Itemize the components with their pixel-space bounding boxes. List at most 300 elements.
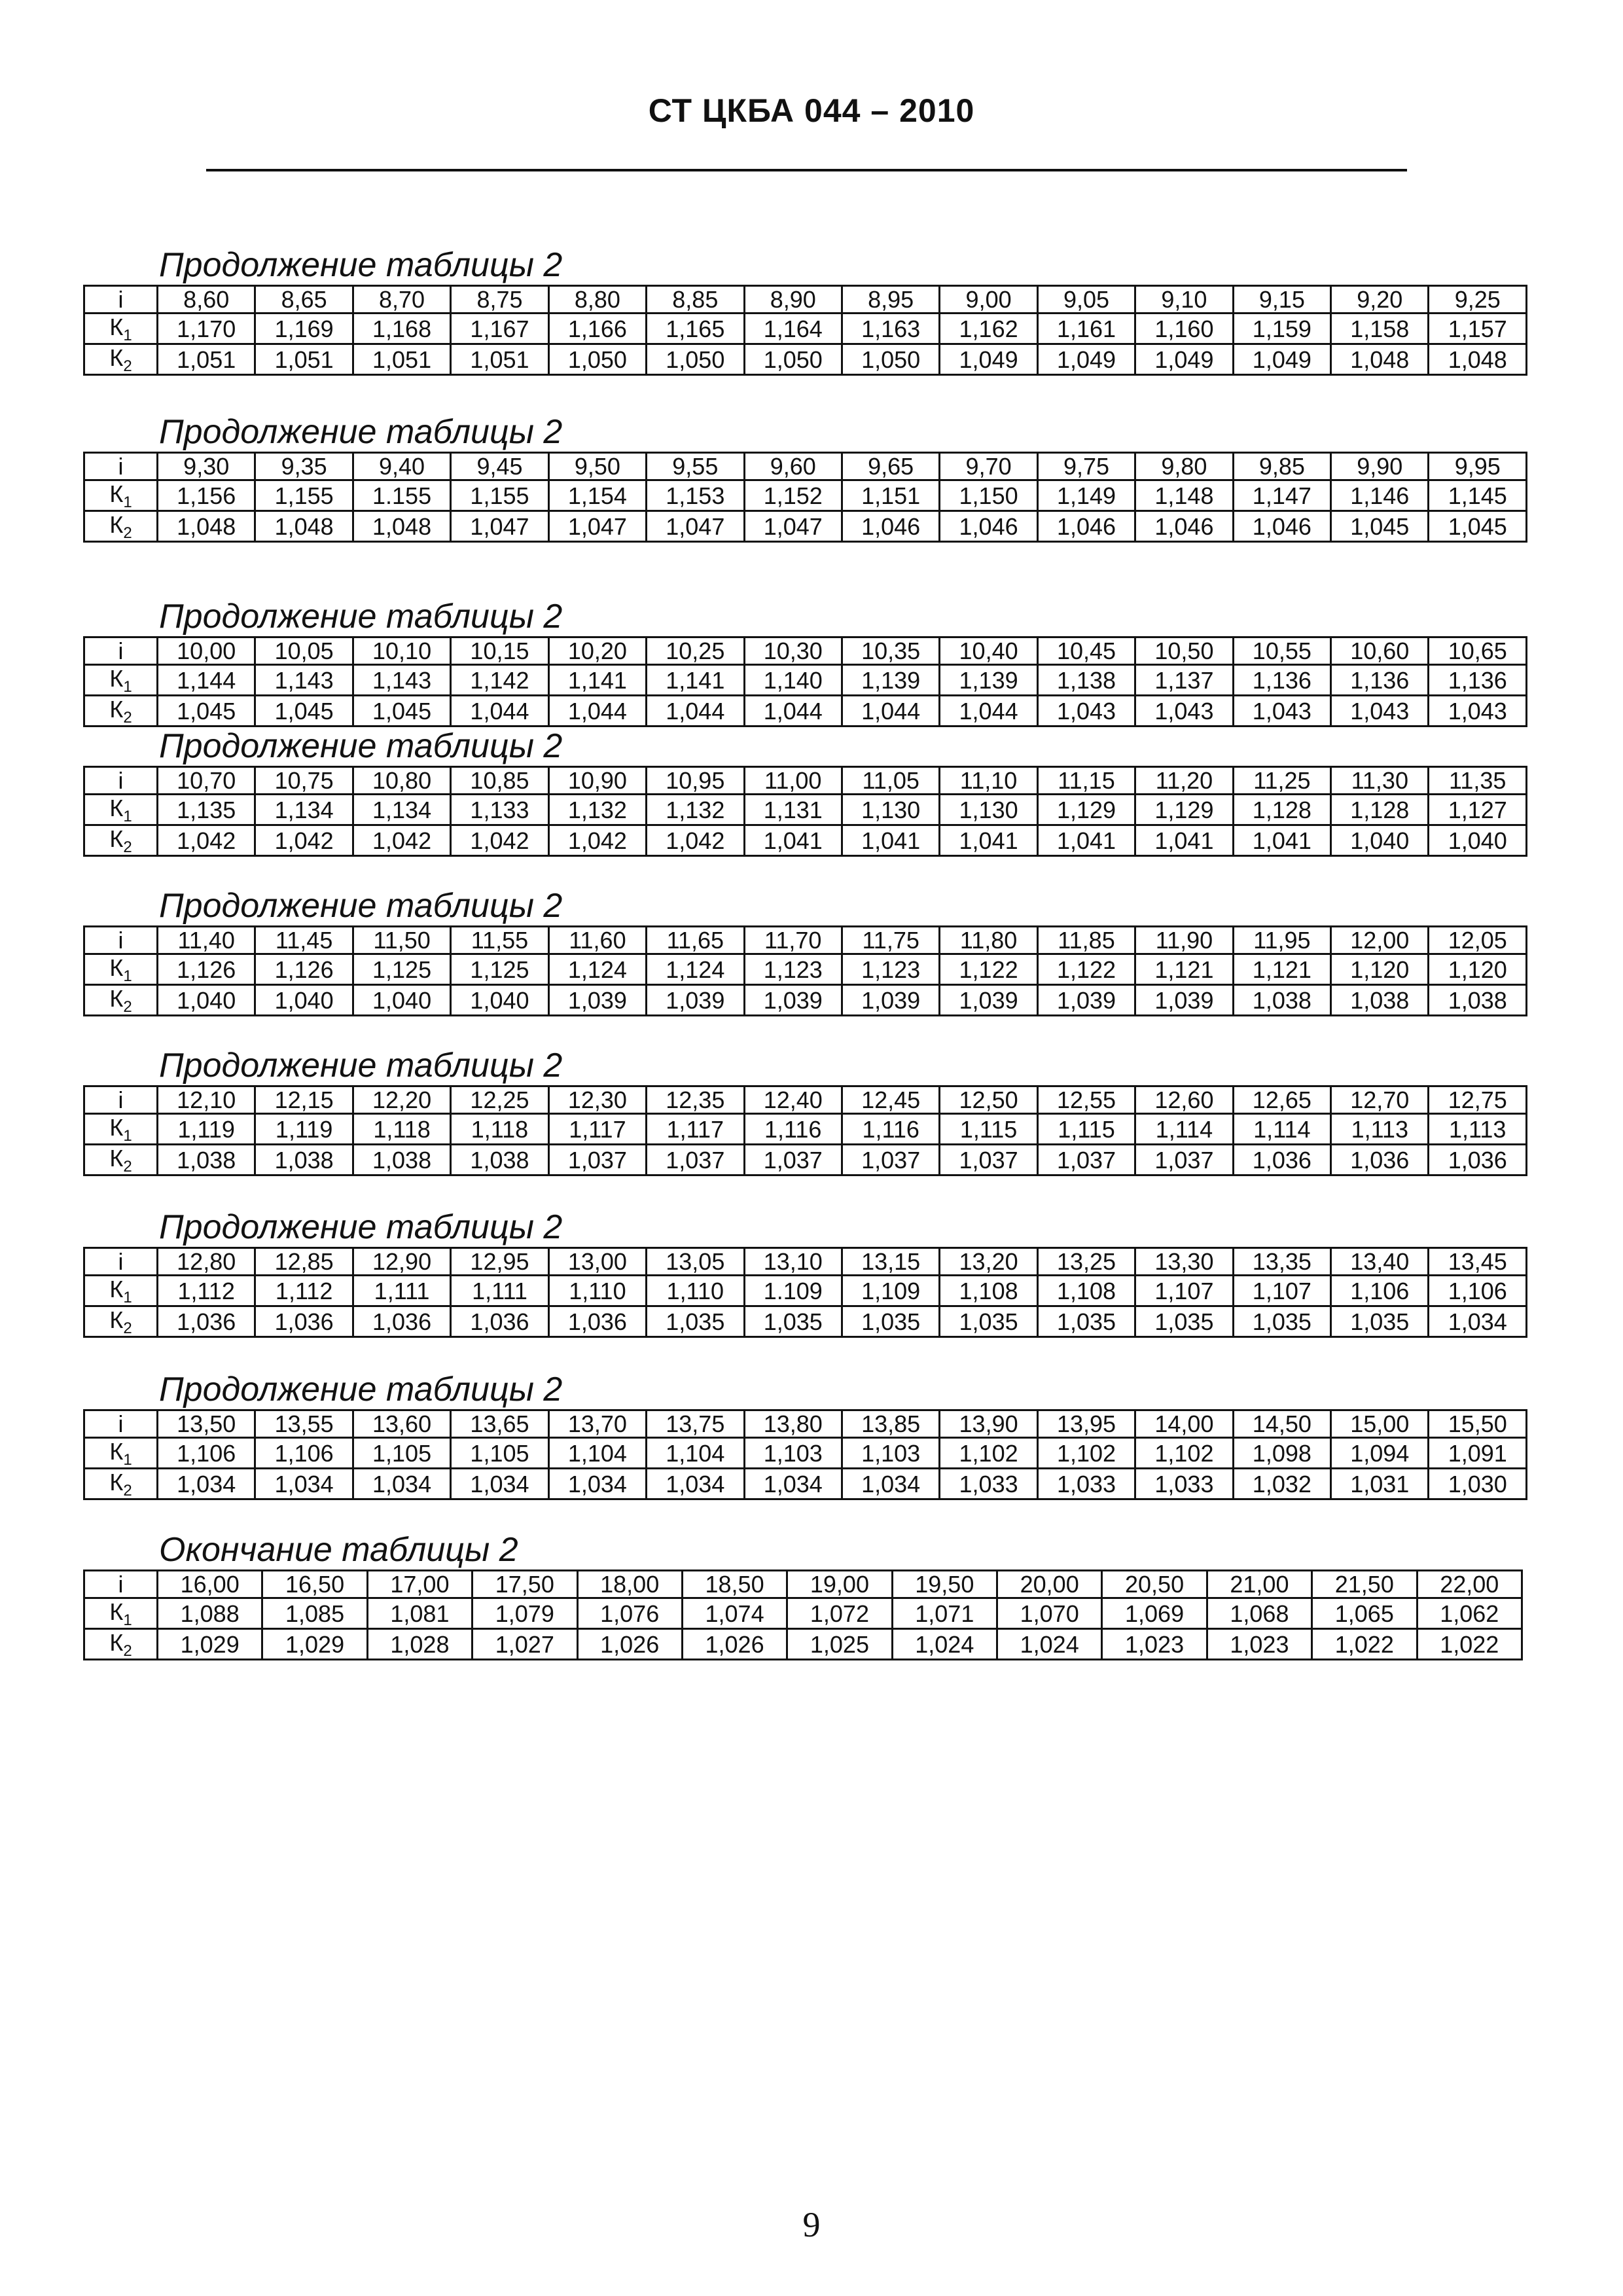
row-label <box>84 1438 158 1469</box>
row-label-subscript: 2 <box>123 357 132 375</box>
row-label <box>84 1145 158 1175</box>
table-cell: 1,037 <box>744 1145 842 1175</box>
table-cell: 1,145 <box>1429 480 1527 511</box>
table-cell: 8,75 <box>451 286 548 314</box>
table-cell: 1,034 <box>353 1469 450 1499</box>
table-cell: 11,40 <box>158 927 255 954</box>
table-cell: 1,163 <box>842 314 939 344</box>
table-cell: 1,157 <box>1429 314 1527 344</box>
table-cell: 10,10 <box>353 637 450 665</box>
table-cell: 1,025 <box>787 1629 892 1660</box>
table-cell: 9,55 <box>647 453 744 480</box>
table-cell: 13,10 <box>744 1248 842 1276</box>
table-cell: 1,043 <box>1135 696 1233 726</box>
table-cell: 1,122 <box>1037 954 1135 985</box>
table-cell: 1,113 <box>1331 1114 1429 1145</box>
row-label: i <box>84 453 158 480</box>
row-label-subscript: 1 <box>123 1289 132 1306</box>
row-label-subscript: 1 <box>123 808 132 825</box>
table-cell: 20,50 <box>1102 1571 1207 1598</box>
table-cell: 9,40 <box>353 453 450 480</box>
table-cell: 9,10 <box>1135 286 1233 314</box>
table-cell: 1,105 <box>353 1438 450 1469</box>
table-cell: 1,170 <box>158 314 255 344</box>
table-cell: 10,15 <box>451 637 548 665</box>
table-cell: 1,116 <box>842 1114 939 1145</box>
table-cell: 1,104 <box>647 1438 744 1469</box>
table-cell: 17,00 <box>367 1571 472 1598</box>
table-cell: 8,70 <box>353 286 450 314</box>
row-label: i <box>84 1571 158 1598</box>
table-cell: 1,046 <box>940 511 1037 542</box>
table-cell: 1,094 <box>1331 1438 1429 1469</box>
table-cell: 1,115 <box>1037 1114 1135 1145</box>
table-cell: 12,60 <box>1135 1086 1233 1114</box>
table-cell: 1,036 <box>451 1306 548 1337</box>
table-cell: 1,143 <box>255 665 353 696</box>
table-cell: 1,165 <box>647 314 744 344</box>
table-cell: 1,120 <box>1429 954 1527 985</box>
table-cell: 15,50 <box>1429 1410 1527 1438</box>
table-cell: 12,05 <box>1429 927 1527 954</box>
table-cell: 1,035 <box>1233 1306 1330 1337</box>
table-cell: 10,00 <box>158 637 255 665</box>
table-cell: 16,00 <box>158 1571 262 1598</box>
table-row <box>84 1438 1527 1469</box>
table-cell: 1,091 <box>1429 1438 1527 1469</box>
table-cell: 13,50 <box>158 1410 255 1438</box>
table-cell: 1,039 <box>842 985 939 1016</box>
table-cell: 1,038 <box>255 1145 353 1175</box>
table-cell: 10,55 <box>1233 637 1330 665</box>
table-cell: 1,037 <box>647 1145 744 1175</box>
table-cell: 1,106 <box>255 1438 353 1469</box>
row-label-base: К <box>109 344 124 371</box>
table-cell: 1,045 <box>158 696 255 726</box>
table-cell: 1,034 <box>647 1469 744 1499</box>
table-cell: 1,146 <box>1331 480 1429 511</box>
table-cell: 11,20 <box>1135 767 1233 795</box>
table-cell: 1,107 <box>1135 1276 1233 1306</box>
table-cell: 1,167 <box>451 314 548 344</box>
table-cell: 9,30 <box>158 453 255 480</box>
table-cell: 1,108 <box>1037 1276 1135 1306</box>
table-cell: 1,034 <box>158 1469 255 1499</box>
table-cell: 1,040 <box>1429 825 1527 856</box>
table-cell: 21,00 <box>1207 1571 1311 1598</box>
table-cell: 17,50 <box>473 1571 577 1598</box>
table-cell: 1,117 <box>647 1114 744 1145</box>
table-cell: 1,144 <box>158 665 255 696</box>
table-cell: 1,035 <box>842 1306 939 1337</box>
table-cell: 1,121 <box>1135 954 1233 985</box>
table-cell: 1,125 <box>451 954 548 985</box>
table-cell: 1,040 <box>255 985 353 1016</box>
table-cell: 10,80 <box>353 767 450 795</box>
coefficient-table <box>83 1085 1527 1176</box>
table-row <box>84 314 1527 344</box>
table-cell: 1,046 <box>1135 511 1233 542</box>
row-label-subscript: 2 <box>123 998 132 1016</box>
table-cell: 1,037 <box>940 1145 1037 1175</box>
table-cell: 12,10 <box>158 1086 255 1114</box>
table-cell: 10,30 <box>744 637 842 665</box>
table-cell: 1,153 <box>647 480 744 511</box>
table-cell: 1,042 <box>353 825 450 856</box>
table-cell: 1,033 <box>940 1469 1037 1499</box>
table-cell: 1,034 <box>548 1469 646 1499</box>
table-cell: 1,136 <box>1233 665 1330 696</box>
table-cell: 1,043 <box>1331 696 1429 726</box>
table-row <box>84 453 1527 480</box>
table-cell: 12,90 <box>353 1248 450 1276</box>
table-cell: 1,152 <box>744 480 842 511</box>
coefficient-table <box>83 766 1527 857</box>
table-cell: 1,036 <box>1233 1145 1330 1175</box>
row-label-subscript: 1 <box>123 493 132 511</box>
row-label-base: К <box>109 1598 124 1625</box>
table-cell: 11,85 <box>1037 927 1135 954</box>
table-cell: 1,049 <box>1233 344 1330 375</box>
table-cell: 1,142 <box>451 665 548 696</box>
table-cell: 1,037 <box>1037 1145 1135 1175</box>
table-cell: 1,041 <box>1233 825 1330 856</box>
table-cell: 1,041 <box>842 825 939 856</box>
table-cell: 1,032 <box>1233 1469 1330 1499</box>
table-caption: Продолжение таблицы 2 <box>159 246 563 284</box>
table-cell: 1,134 <box>353 795 450 825</box>
row-label <box>84 344 158 375</box>
table-cell: 12,70 <box>1331 1086 1429 1114</box>
row-label <box>84 1469 158 1499</box>
table-cell: 11,30 <box>1331 767 1429 795</box>
table-cell: 1,141 <box>548 665 646 696</box>
row-label: i <box>84 1086 158 1114</box>
table-row <box>84 1086 1527 1114</box>
header-rule <box>206 169 1407 171</box>
table-cell: 1,048 <box>1429 344 1527 375</box>
row-label <box>84 1598 158 1629</box>
table-cell: 9,50 <box>548 453 646 480</box>
table-cell: 1,124 <box>647 954 744 985</box>
row-label: i <box>84 927 158 954</box>
table-cell: 1,121 <box>1233 954 1330 985</box>
coefficient-table <box>83 285 1527 376</box>
table-cell: 12,50 <box>940 1086 1037 1114</box>
table-cell: 1,038 <box>1429 985 1527 1016</box>
table-cell: 1,042 <box>647 825 744 856</box>
table-cell: 1,076 <box>577 1598 682 1629</box>
row-label-subscript: 1 <box>123 1611 132 1629</box>
coefficient-table <box>83 636 1527 727</box>
table-cell: 10,20 <box>548 637 646 665</box>
row-label <box>84 1114 158 1145</box>
table-cell: 8,90 <box>744 286 842 314</box>
table-cell: 1,072 <box>787 1598 892 1629</box>
table-cell: 1,044 <box>744 696 842 726</box>
table-cell: 8,85 <box>647 286 744 314</box>
table-cell: 1,065 <box>1312 1598 1417 1629</box>
table-cell: 1,141 <box>647 665 744 696</box>
table-cell: 1,023 <box>1102 1629 1207 1660</box>
table-cell: 1,128 <box>1331 795 1429 825</box>
row-label-subscript: 2 <box>123 1642 132 1660</box>
table-cell: 1,135 <box>158 795 255 825</box>
table-cell: 10,40 <box>940 637 1037 665</box>
table-cell: 1,045 <box>1429 511 1527 542</box>
table-cell: 10,50 <box>1135 637 1233 665</box>
table-cell: 1,029 <box>262 1629 367 1660</box>
row-label-subscript: 1 <box>123 967 132 985</box>
table-cell: 12,25 <box>451 1086 548 1114</box>
table-cell: 1,149 <box>1037 480 1135 511</box>
table-cell: 13,55 <box>255 1410 353 1438</box>
table-cell: 1,048 <box>353 511 450 542</box>
table-cell: 1,071 <box>892 1598 997 1629</box>
table-cell: 1,038 <box>451 1145 548 1175</box>
table-cell: 1,035 <box>940 1306 1037 1337</box>
table-cell: 9,60 <box>744 453 842 480</box>
table-cell: 1,139 <box>940 665 1037 696</box>
table-caption: Продолжение таблицы 2 <box>159 598 563 636</box>
table-cell: 1,049 <box>940 344 1037 375</box>
table-cell: 1,034 <box>744 1469 842 1499</box>
table-cell: 1,147 <box>1233 480 1330 511</box>
table-row <box>84 1276 1527 1306</box>
table-cell: 11,80 <box>940 927 1037 954</box>
coefficient-table <box>83 1570 1523 1660</box>
table-row <box>84 480 1527 511</box>
table-cell: 1,102 <box>1135 1438 1233 1469</box>
table-cell: 19,50 <box>892 1571 997 1598</box>
table-cell: 9,20 <box>1331 286 1429 314</box>
table-cell: 9,80 <box>1135 453 1233 480</box>
table-cell: 1,028 <box>367 1629 472 1660</box>
table-cell: 1,132 <box>647 795 744 825</box>
table-cell: 12,00 <box>1331 927 1429 954</box>
table-cell: 15,00 <box>1331 1410 1429 1438</box>
row-label-base: К <box>109 314 124 340</box>
row-label-base: К <box>109 825 124 852</box>
table-cell: 1,062 <box>1417 1598 1522 1629</box>
table-cell: 13,00 <box>548 1248 646 1276</box>
table-cell: 1,041 <box>744 825 842 856</box>
table-cell: 13,40 <box>1331 1248 1429 1276</box>
table-cell: 1,051 <box>158 344 255 375</box>
table-row <box>84 767 1527 795</box>
table-cell: 1,036 <box>548 1306 646 1337</box>
table-cell: 1,079 <box>473 1598 577 1629</box>
table-cell: 1,133 <box>451 795 548 825</box>
table-cell: 12,95 <box>451 1248 548 1276</box>
table-cell: 1,034 <box>1429 1306 1527 1337</box>
table-cell: 1,038 <box>1233 985 1330 1016</box>
table-cell: 1,130 <box>940 795 1037 825</box>
row-label-base: К <box>109 511 124 538</box>
table-row <box>84 286 1527 314</box>
table-cell: 1,136 <box>1331 665 1429 696</box>
table-cell: 1,110 <box>647 1276 744 1306</box>
table-cell: 1,102 <box>1037 1438 1135 1469</box>
table-cell: 1,031 <box>1331 1469 1429 1499</box>
row-label: i <box>84 1248 158 1276</box>
table-cell: 1,169 <box>255 314 353 344</box>
table-cell: 11,75 <box>842 927 939 954</box>
table-cell: 1,047 <box>647 511 744 542</box>
table-cell: 1,112 <box>255 1276 353 1306</box>
row-label <box>84 1629 158 1660</box>
table-cell: 18,50 <box>682 1571 787 1598</box>
table-cell: 1,132 <box>548 795 646 825</box>
table-cell: 1,129 <box>1037 795 1135 825</box>
coefficient-table <box>83 925 1527 1016</box>
table-cell: 10,70 <box>158 767 255 795</box>
table-cell: 1,143 <box>353 665 450 696</box>
table-cell: 1,044 <box>940 696 1037 726</box>
table-cell: 1,120 <box>1331 954 1429 985</box>
table-cell: 9,85 <box>1233 453 1330 480</box>
table-cell: 10,45 <box>1037 637 1135 665</box>
table-cell: 1,088 <box>158 1598 262 1629</box>
table-cell: 11,15 <box>1037 767 1135 795</box>
table-cell: 1,160 <box>1135 314 1233 344</box>
table-cell: 1,051 <box>451 344 548 375</box>
row-label-base: К <box>109 1276 124 1302</box>
table-cell: 9,15 <box>1233 286 1330 314</box>
table-row <box>84 1629 1522 1660</box>
table-cell: 1,043 <box>1233 696 1330 726</box>
table-row <box>84 1248 1527 1276</box>
table-cell: 1,114 <box>1233 1114 1330 1145</box>
row-label <box>84 954 158 985</box>
row-label <box>84 985 158 1016</box>
table-cell: 1,034 <box>842 1469 939 1499</box>
row-label-base: К <box>109 985 124 1012</box>
table-cell: 11,05 <box>842 767 939 795</box>
table-cell: 13,35 <box>1233 1248 1330 1276</box>
row-label-subscript: 1 <box>123 678 132 696</box>
row-label-base: К <box>109 1114 124 1141</box>
table-cell: 1,048 <box>1331 344 1429 375</box>
table-cell: 1,040 <box>451 985 548 1016</box>
table-cell: 1,047 <box>451 511 548 542</box>
table-cell: 1,156 <box>158 480 255 511</box>
table-cell: 1,139 <box>842 665 939 696</box>
table-cell: 1,111 <box>451 1276 548 1306</box>
table-cell: 1,026 <box>577 1629 682 1660</box>
table-cell: 1,039 <box>940 985 1037 1016</box>
table-cell: 1,024 <box>892 1629 997 1660</box>
table-cell: 1,042 <box>548 825 646 856</box>
table-row <box>84 825 1527 856</box>
table-cell: 12,45 <box>842 1086 939 1114</box>
table-cell: 1,023 <box>1207 1629 1311 1660</box>
table-cell: 1,074 <box>682 1598 787 1629</box>
table-cell: 8,60 <box>158 286 255 314</box>
table-cell: 12,55 <box>1037 1086 1135 1114</box>
table-cell: 1.155 <box>353 480 450 511</box>
row-label-subscript: 2 <box>123 524 132 542</box>
table-cell: 1,112 <box>158 1276 255 1306</box>
table-cell: 11,45 <box>255 927 353 954</box>
table-cell: 9,95 <box>1429 453 1527 480</box>
table-cell: 1,104 <box>548 1438 646 1469</box>
table-cell: 1,047 <box>548 511 646 542</box>
table-cell: 1,039 <box>647 985 744 1016</box>
table-cell: 13,90 <box>940 1410 1037 1438</box>
table-cell: 1,123 <box>842 954 939 985</box>
document-code-header: СТ ЦКБА 044 – 2010 <box>648 92 975 129</box>
table-cell: 1,043 <box>1037 696 1135 726</box>
table-cell: 10,35 <box>842 637 939 665</box>
table-cell: 1,106 <box>158 1438 255 1469</box>
table-cell: 1,033 <box>1135 1469 1233 1499</box>
table-cell: 1,119 <box>158 1114 255 1145</box>
table-cell: 13,05 <box>647 1248 744 1276</box>
table-row <box>84 1571 1522 1598</box>
row-label: i <box>84 286 158 314</box>
table-cell: 8,65 <box>255 286 353 314</box>
table-cell: 1,118 <box>353 1114 450 1145</box>
table-cell: 1,166 <box>548 314 646 344</box>
table-cell: 1,045 <box>353 696 450 726</box>
table-cell: 1,114 <box>1135 1114 1233 1145</box>
table-row <box>84 511 1527 542</box>
table-cell: 1,122 <box>940 954 1037 985</box>
table-cell: 12,75 <box>1429 1086 1527 1114</box>
table-cell: 1,024 <box>997 1629 1102 1660</box>
table-cell: 1,155 <box>451 480 548 511</box>
table-cell: 11,25 <box>1233 767 1330 795</box>
table-cell: 1,046 <box>1233 511 1330 542</box>
table-cell: 1,127 <box>1429 795 1527 825</box>
row-label: i <box>84 637 158 665</box>
table-cell: 9,75 <box>1037 453 1135 480</box>
row-label-subscript: 2 <box>123 1319 132 1337</box>
table-cell: 1,041 <box>1037 825 1135 856</box>
table-caption: Продолжение таблицы 2 <box>159 1047 563 1085</box>
table-row <box>84 1306 1527 1337</box>
table-cell: 11,65 <box>647 927 744 954</box>
table-cell: 9,00 <box>940 286 1037 314</box>
table-row <box>84 1469 1527 1499</box>
row-label-base: К <box>109 1145 124 1172</box>
table-caption: Продолжение таблицы 2 <box>159 1371 563 1408</box>
table-row <box>84 665 1527 696</box>
table-cell: 1,102 <box>940 1438 1037 1469</box>
table-cell: 18,00 <box>577 1571 682 1598</box>
table-cell: 12,20 <box>353 1086 450 1114</box>
table-cell: 13,70 <box>548 1410 646 1438</box>
table-cell: 1,037 <box>548 1145 646 1175</box>
table-cell: 13,30 <box>1135 1248 1233 1276</box>
table-cell: 1,158 <box>1331 314 1429 344</box>
table-cell: 13,15 <box>842 1248 939 1276</box>
table-cell: 11,90 <box>1135 927 1233 954</box>
table-cell: 1,039 <box>1135 985 1233 1016</box>
table-cell: 1,116 <box>744 1114 842 1145</box>
table-row <box>84 795 1527 825</box>
table-cell: 10,95 <box>647 767 744 795</box>
row-label <box>84 665 158 696</box>
table-cell: 1,129 <box>1135 795 1233 825</box>
row-label-subscript: 2 <box>123 838 132 856</box>
table-cell: 14,50 <box>1233 1410 1330 1438</box>
table-cell: 1,123 <box>744 954 842 985</box>
table-cell: 12,85 <box>255 1248 353 1276</box>
table-cell: 1,109 <box>842 1276 939 1306</box>
table-cell: 1,035 <box>647 1306 744 1337</box>
